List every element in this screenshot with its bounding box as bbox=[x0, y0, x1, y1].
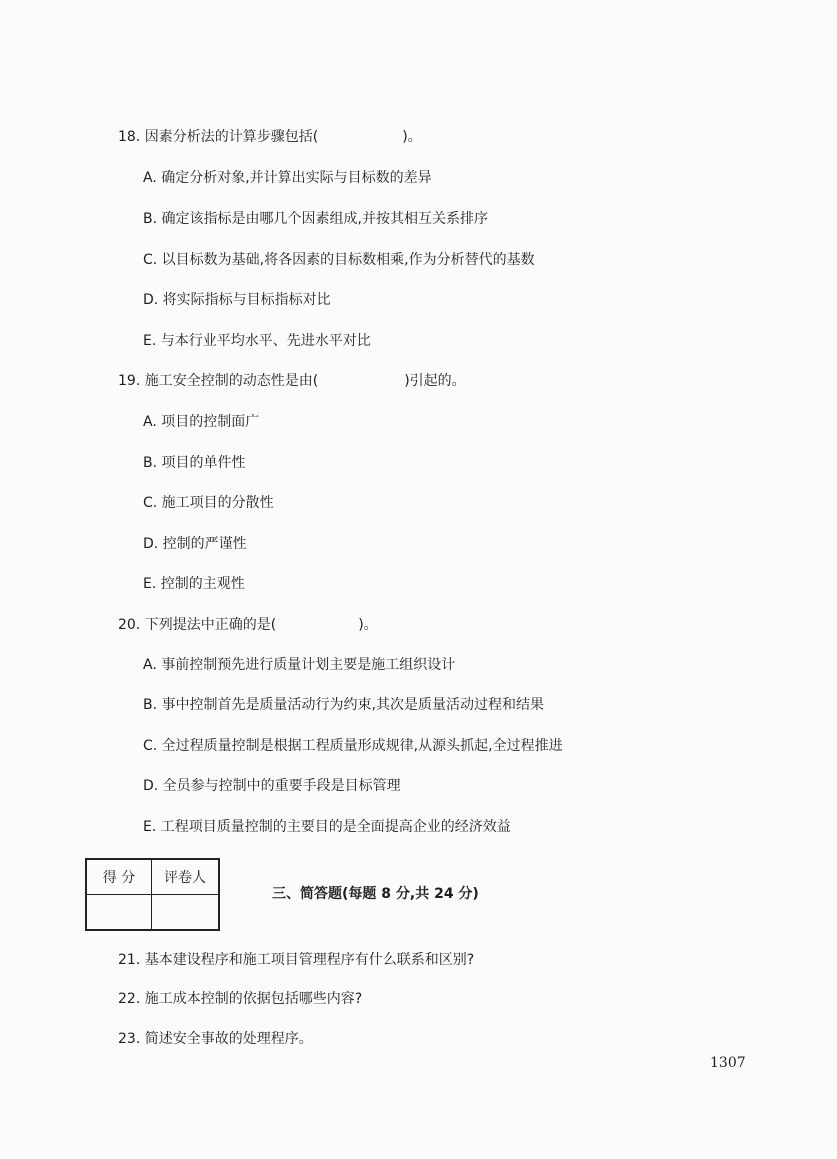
question-20-stem-text: 20. 下列提法中正确的是( bbox=[118, 617, 277, 633]
question-19-option-e: E. 控制的主观性 bbox=[143, 576, 245, 592]
question-18-stem-text: 18. 因素分析法的计算步骤包括( bbox=[118, 129, 319, 145]
question-20-option-b: B. 事中控制首先是质量活动行为约束,其次是质量活动过程和结果 bbox=[143, 697, 544, 713]
page-number: 1307 bbox=[710, 1055, 746, 1071]
score-label: 得 分 bbox=[86, 859, 152, 895]
question-20-option-c: C. 全过程质量控制是根据工程质量形成规律,从源头抓起,全过程推进 bbox=[143, 738, 563, 754]
question-18-option-b: B. 确定该指标是由哪几个因素组成,并按其相互关系排序 bbox=[143, 211, 488, 227]
question-20-option-e: E. 工程项目质量控制的主要目的是全面提高企业的经济效益 bbox=[143, 819, 511, 835]
question-19-option-a: A. 项目的控制面广 bbox=[143, 414, 260, 430]
question-18-option-e: E. 与本行业平均水平、先进水平对比 bbox=[143, 333, 371, 349]
question-20-option-d: D. 全员参与控制中的重要手段是目标管理 bbox=[143, 778, 401, 794]
score-cell bbox=[86, 895, 152, 931]
question-19-option-b: B. 项目的单件性 bbox=[143, 455, 246, 471]
question-18-option-a: A. 确定分析对象,并计算出实际与目标数的差异 bbox=[143, 170, 432, 186]
question-21: 21. 基本建设程序和施工项目管理程序有什么联系和区别? bbox=[118, 952, 475, 968]
question-18-stem bbox=[118, 128, 422, 146]
question-20-stem-end: )。 bbox=[358, 617, 378, 633]
question-18-option-d: D. 将实际指标与目标指标对比 bbox=[143, 292, 331, 308]
question-19-option-d: D. 控制的严谨性 bbox=[143, 536, 247, 552]
score-table bbox=[85, 858, 220, 931]
question-19-option-c: C. 施工项目的分散性 bbox=[143, 495, 274, 511]
question-20-stem bbox=[118, 616, 378, 634]
question-20-option-a: A. 事前控制预先进行质量计划主要是施工组织设计 bbox=[143, 657, 456, 673]
question-19-stem-end: )引起的。 bbox=[404, 373, 466, 389]
question-23: 23. 简述安全事故的处理程序。 bbox=[118, 1031, 313, 1047]
question-18-option-c: C. 以目标数为基础,将各因素的目标数相乘,作为分析替代的基数 bbox=[143, 252, 535, 268]
section-title: 三、简答题(每题 8 分,共 24 分) bbox=[272, 886, 479, 902]
question-19-stem bbox=[118, 372, 466, 390]
grader-cell bbox=[152, 895, 220, 931]
grader-label: 评卷人 bbox=[152, 859, 220, 895]
question-22: 22. 施工成本控制的依据包括哪些内容? bbox=[118, 991, 363, 1007]
question-19-stem-text: 19. 施工安全控制的动态性是由( bbox=[118, 373, 319, 389]
question-18-stem-end: )。 bbox=[402, 129, 422, 145]
